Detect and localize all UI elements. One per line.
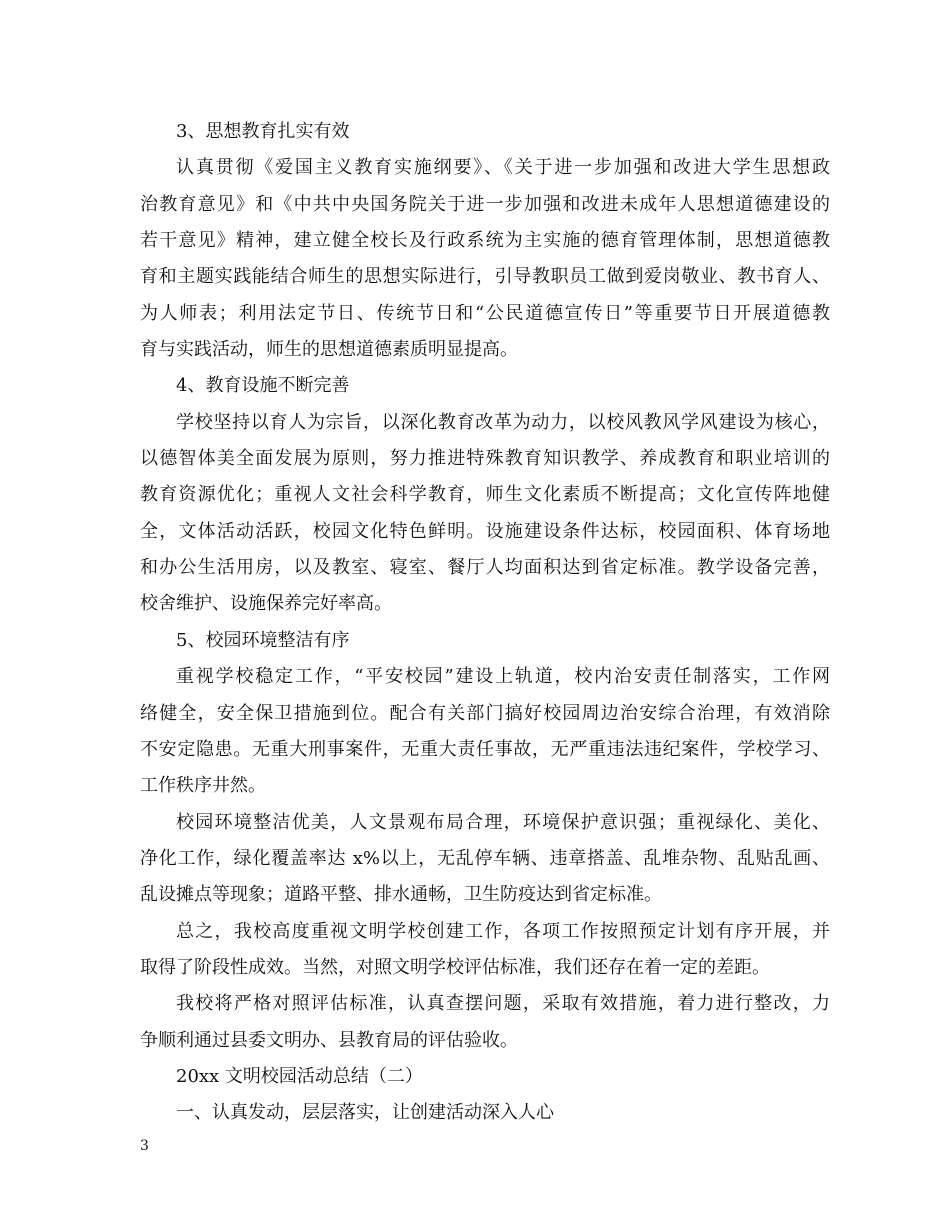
text-line: 重视学校稳定工作，“平安校园”建设上轨道，校内治安责任制落实，工作网 — [176, 666, 830, 688]
text-line: 工作秩序井然。 — [140, 775, 266, 797]
text-line: 以德智体美全面发展为原则，努力推进特殊教育知识教学、养成教育和职业培训的 — [140, 448, 830, 470]
text-line: 4、教育设施不断完善 — [176, 375, 350, 397]
text-line: 校园环境整洁优美，人文景观布局合理，环境保护意识强；重视绿化、美化、 — [176, 811, 830, 833]
text-line: 3、思想教育扎实有效 — [176, 121, 350, 142]
text-line: 全，文体活动活跃，校园文化特色鲜明。设施建设条件达标，校园面积、体育场地 — [140, 520, 830, 542]
text-line: 学校坚持以育人为宗旨，以深化教育改革为动力，以校风教风学风建设为核心， — [176, 411, 830, 433]
text-line: 5、校园环境整洁有序 — [176, 629, 350, 651]
page-number: 3 — [140, 1138, 149, 1154]
text-line: 育和主题实践能结合师生的思想实际进行，引导教职员工做到爱岗敬业、教书育人、 — [140, 266, 830, 288]
text-line: 取得了阶段性成效。当然，对照文明学校评估标准，我们还存在着一定的差距。 — [140, 956, 770, 978]
text-line: 为人师表；利用法定节日、传统节日和“公民道德宣传日”等重要节日开展道德教 — [140, 302, 830, 324]
text-line: 乱设摊点等现象；道路平整、排水通畅，卫生防疫达到省定标准。 — [140, 884, 662, 906]
text-line: 若干意见》精神，建立健全校长及行政系统为主实施的德育管理体制，思想道德教 — [140, 230, 830, 252]
text-line: 一、认真发动，层层落实，让创建活动深入人心 — [176, 1102, 554, 1124]
document-body — [140, 114, 830, 1132]
text-line: 总之，我校高度重视文明学校创建工作，各项工作按照预定计划有序开展，并 — [176, 920, 830, 942]
text-line: 治教育意见》和《中共中央国务院关于进一步加强和改进未成年人思想道德建设的 — [140, 193, 830, 215]
text-line: 育与实践活动，师生的思想道德素质明显提高。 — [140, 339, 518, 361]
text-line: 净化工作，绿化覆盖率达 x%以上，无乱停车辆、违章搭盖、乱堆杂物、乱贴乱画、 — [140, 847, 830, 869]
text-line: 认真贯彻《爱国主义教育实施纲要》、《关于进一步加强和改进大学生思想政 — [176, 157, 830, 179]
text-line: 我校将严格对照评估标准，认真查摆问题，采取有效措施，着力进行整改，力 — [176, 993, 830, 1015]
text-line: 不安定隐患。无重大刑事案件，无重大责任事故，无严重违法违纪案件，学校学习、 — [140, 738, 830, 760]
text-line: 教育资源优化；重视人文社会科学教育，师生文化素质不断提高；文化宣传阵地健 — [140, 484, 830, 506]
text-line: 20xx 文明校园活动总结（二） — [176, 1065, 423, 1087]
text-line: 和办公生活用房，以及教室、寝室、餐厅人均面积达到省定标准。教学设备完善， — [140, 557, 830, 579]
text-line: 络健全，安全保卫措施到位。配合有关部门搞好校园周边治安综合治理，有效消除 — [140, 702, 830, 724]
text-line: 争顺利通过县委文明办、县教育局的评估验收。 — [140, 1029, 518, 1051]
text-line: 校舍维护、设施保养完好率高。 — [140, 593, 392, 615]
